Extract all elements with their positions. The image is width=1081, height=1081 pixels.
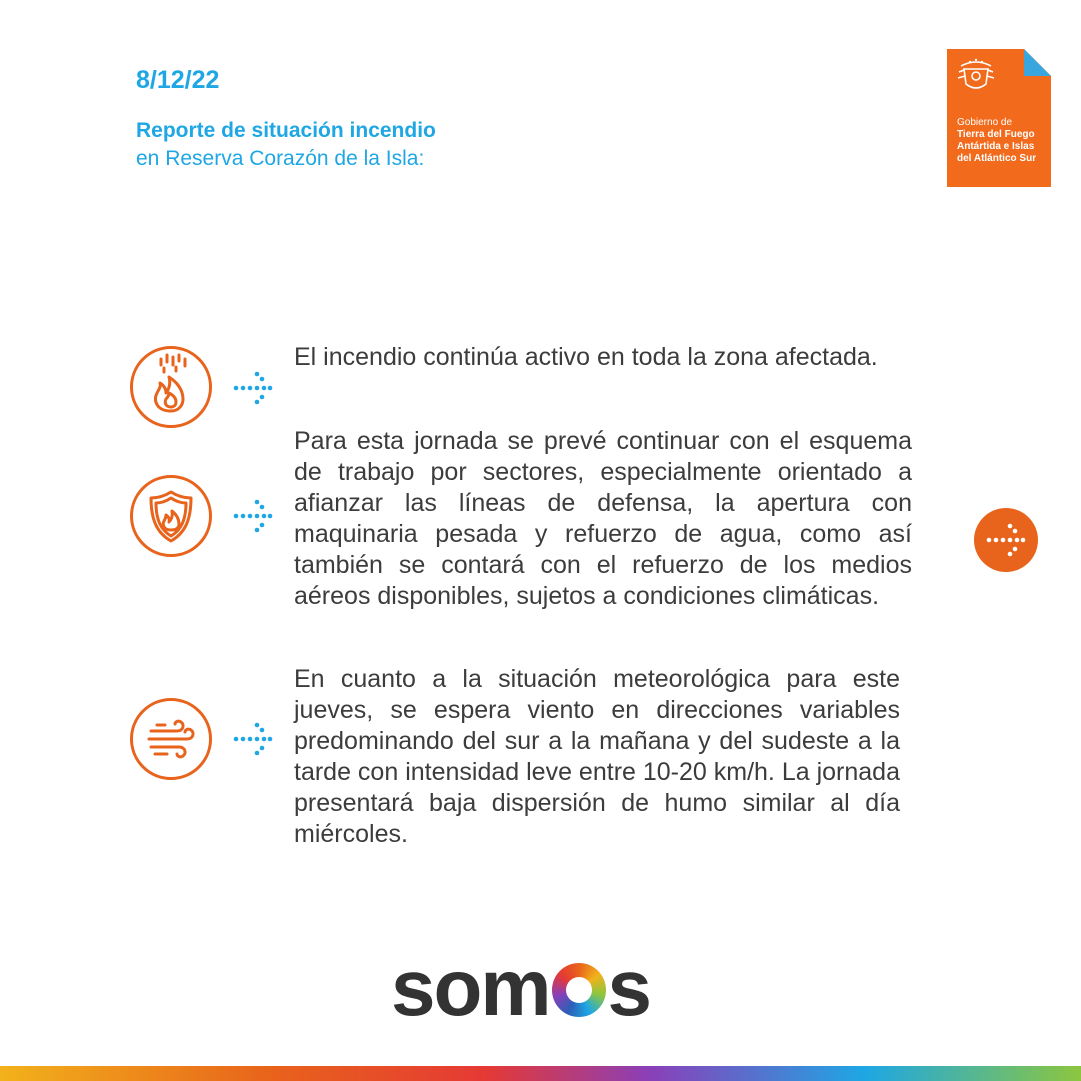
rainbow-footer-bar xyxy=(0,1066,1081,1081)
gov-line-3: Antártida e Islas xyxy=(957,141,1035,152)
somos-logo xyxy=(391,940,650,1036)
dotted-arrow-icon xyxy=(233,370,273,406)
brand-text-end: s xyxy=(607,943,650,1032)
badge-corner-fold xyxy=(1024,49,1051,76)
title-line-2: en Reserva Corazón de la Isla: xyxy=(136,147,425,170)
colorful-o-icon xyxy=(552,963,606,1017)
status-paragraph: El incendio continúa activo en toda la zona afectada. xyxy=(294,343,878,371)
wind-icon xyxy=(130,698,212,780)
brand-text-start: som xyxy=(391,943,550,1032)
gov-line-2: Tierra del Fuego xyxy=(957,129,1035,140)
gov-line-1: Gobierno de xyxy=(957,117,1013,128)
provincial-crest-icon xyxy=(955,56,997,94)
plan-paragraph: Para esta jornada se prevé continuar con el esquema de trabajo por sectores, especialmente orientado a afianzar las líneas de defensa, la apertura con maquinaria pesada y refuerzo de agua, como así también se contará con el refuerzo de los medios aéreos disponibles, sujetos a condiciones climáticas. xyxy=(294,427,912,610)
fire-icon xyxy=(130,346,212,428)
dotted-arrow-icon xyxy=(233,721,273,757)
date-label: 8/12/22 xyxy=(136,66,220,94)
dotted-arrow-icon xyxy=(233,498,273,534)
report-title xyxy=(136,117,436,173)
weather-paragraph: En cuanto a la situación meteorológica para este jueves, se espera viento en direcciones variables predominando del sur a la mañana y del sudeste a la tarde con intensidad leve entre 10-20 km/h. La jornada presentará baja dispersión de humo similar al día miércoles. xyxy=(294,665,900,848)
government-name xyxy=(957,117,1049,165)
gov-line-4: del Atlántico Sur xyxy=(957,153,1037,164)
next-slide-button[interactable] xyxy=(974,508,1038,572)
title-line-1: Reporte de situación incendio xyxy=(136,119,436,142)
dotted-arrow-icon xyxy=(986,522,1026,558)
fire-shield-icon xyxy=(130,475,212,557)
